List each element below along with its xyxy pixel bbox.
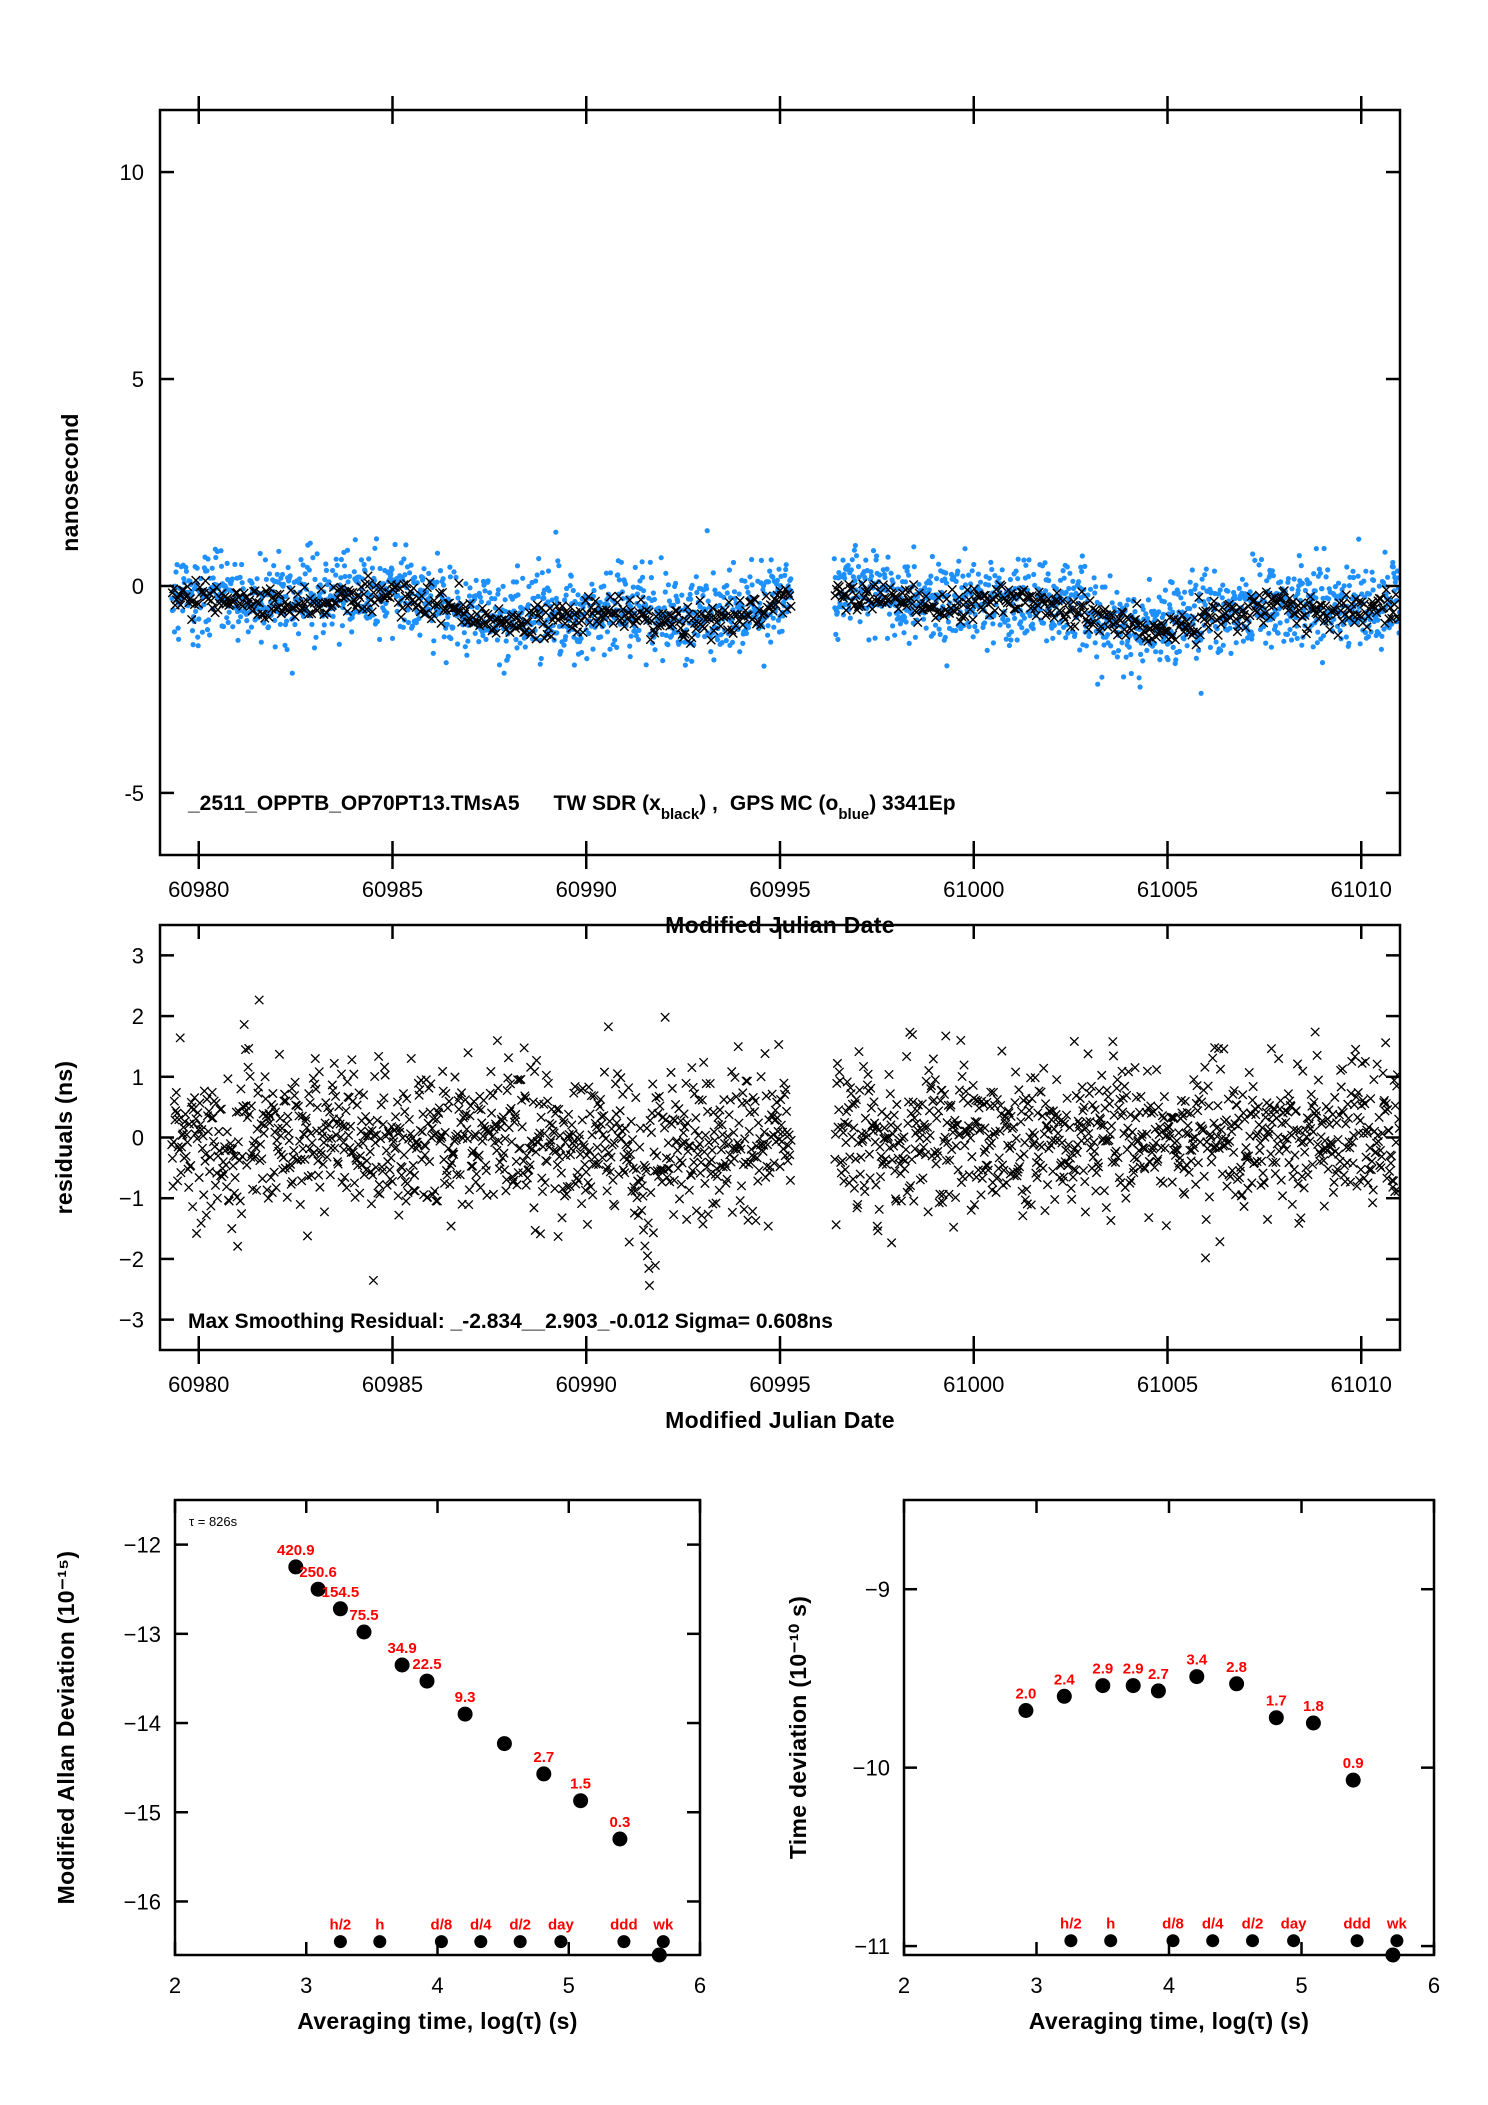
tau-marker	[435, 1935, 448, 1948]
x-tick-label: 2	[168, 1973, 182, 1998]
tau-marker	[1064, 1934, 1077, 1947]
tau-marker-label: d/4	[1201, 1915, 1224, 1933]
point-value-label: 2.4	[1053, 1671, 1075, 1689]
x-tick-label: 60990	[555, 1372, 617, 1397]
y-tick-label: 2	[131, 1004, 144, 1030]
x-tick-label: 61005	[1136, 877, 1199, 902]
x-tick-label: 60995	[749, 1372, 811, 1397]
x-tick-label: 60980	[168, 1372, 230, 1397]
point-value-label: 2.0	[1015, 1685, 1037, 1703]
data-point	[652, 1948, 667, 1963]
x-tick-label: 2	[897, 1973, 911, 1998]
tau-marker	[1246, 1934, 1259, 1947]
modified-allan-deviation-plot	[0, 1480, 744, 2105]
tau-marker-label: d/8	[1162, 1915, 1184, 1933]
tau-marker	[617, 1935, 630, 1948]
point-value-label: 2.9	[1092, 1660, 1114, 1678]
data-point	[333, 1601, 348, 1616]
tau-marker-label: h/2	[329, 1916, 352, 1934]
x-tick-label: 61010	[1330, 877, 1392, 902]
tau-marker-label: wk	[653, 1916, 674, 1934]
point-value-label: 34.9	[387, 1640, 417, 1657]
data-point	[1269, 1710, 1284, 1725]
panel-timeseries	[0, 0, 1488, 938]
tau-marker	[334, 1935, 347, 1948]
plot-frame	[175, 1500, 700, 1955]
residual-annotation: Max Smoothing Residual: _-2.834__2.903_-0.012 Sigma= 0.608ns	[188, 1310, 833, 1333]
tau-marker-label: d/8	[430, 1916, 453, 1934]
tau-marker	[657, 1935, 670, 1948]
data-points-layer	[288, 1559, 667, 1962]
data-point	[357, 1625, 372, 1640]
y-tick-label: −1	[118, 1186, 144, 1212]
data-point	[1095, 1678, 1110, 1693]
point-value-label: 154.5	[321, 1583, 360, 1601]
data-points-layer	[168, 528, 1403, 696]
y-tick-label: −2	[118, 1246, 144, 1272]
data-point	[1306, 1716, 1321, 1731]
panel-residuals	[0, 900, 1488, 1490]
point-value-label: 1.8	[1302, 1698, 1324, 1715]
plot-frame	[904, 1500, 1434, 1955]
data-point	[1385, 1948, 1400, 1963]
tau-marker	[1206, 1934, 1219, 1947]
tau-marker	[1167, 1934, 1180, 1947]
point-value-label: 0.3	[609, 1814, 631, 1831]
residuals-plot	[0, 900, 1488, 1490]
x-tick-label: 5	[562, 1973, 575, 1998]
x-axis-label: Modified Julian Date	[665, 912, 895, 938]
y-tick-label: −3	[118, 1307, 144, 1333]
tau-marker-label: ddd	[610, 1916, 638, 1934]
panel-madev	[0, 1480, 744, 2105]
tau-marker	[554, 1935, 567, 1948]
x-tick-label: 5	[1295, 1973, 1308, 1998]
tau-marker-label: h	[375, 1916, 385, 1934]
x-tick-label: 61000	[943, 877, 1005, 902]
y-tick-label: 3	[131, 943, 144, 969]
point-value-label: 2.7	[1147, 1665, 1169, 1683]
tau-marker-label: d/4	[469, 1916, 492, 1934]
plot-frame	[160, 110, 1400, 855]
tau-note: τ = 826s	[189, 1514, 238, 1529]
tau-marker-label: h/2	[1060, 1915, 1082, 1933]
y-tick-label: 5	[131, 367, 144, 393]
tau-marker	[1390, 1934, 1403, 1947]
tau-marker	[373, 1935, 386, 1948]
tau-marker	[514, 1935, 527, 1948]
point-value-label: 3.4	[1186, 1651, 1208, 1669]
tau-marker	[1351, 1934, 1364, 1947]
tau-marker	[1287, 1934, 1300, 1947]
data-point	[458, 1707, 473, 1722]
tau-marker-label: day	[1280, 1915, 1307, 1933]
panel-tdev	[744, 1480, 1488, 2105]
data-point	[497, 1736, 512, 1751]
y-tick-label: −11	[854, 1934, 890, 1960]
y-axis-label: Modified Allan Deviation (10⁻¹⁵)	[53, 1550, 79, 1905]
point-value-label: 1.7	[1265, 1692, 1287, 1710]
x-axis-label: Modified Julian Date	[665, 1407, 895, 1433]
data-point	[1057, 1689, 1072, 1704]
tau-marker-label: h	[1106, 1915, 1116, 1933]
point-value-label: 22.5	[412, 1656, 442, 1674]
data-point	[1151, 1683, 1166, 1698]
x-tick-label: 6	[1427, 1973, 1441, 1998]
x-tick-label: 3	[1030, 1973, 1043, 1998]
data-points-layer	[168, 996, 1404, 1290]
point-value-label: 2.8	[1226, 1658, 1248, 1676]
time-deviation-plot	[744, 1480, 1488, 2105]
data-point	[1126, 1678, 1141, 1693]
point-value-label: 2.7	[533, 1748, 555, 1766]
data-point	[573, 1793, 588, 1808]
y-axis-label: Time deviation (10⁻¹⁰ s)	[785, 1595, 811, 1860]
data-point	[1229, 1676, 1244, 1691]
data-point	[395, 1658, 410, 1673]
plot-annotation: _2511_OPPTB_OP70PT13.TMsA5 TW SDR $(x_{black})$ , GPS MC $(o_{blue})$ 3341Ep	[188, 792, 956, 823]
x-tick-label: 4	[1162, 1973, 1176, 1998]
point-value-label: 420.9	[277, 1541, 315, 1559]
y-tick-label: −10	[852, 1755, 890, 1781]
data-point	[536, 1766, 551, 1781]
point-value-label: 0.9	[1342, 1755, 1364, 1773]
point-value-label: 250.6	[299, 1564, 337, 1582]
tau-marker-label: ddd	[1343, 1915, 1371, 1933]
y-tick-label: 0	[131, 1125, 144, 1151]
point-value-label: 75.5	[349, 1607, 379, 1624]
y-tick-label: −15	[123, 1800, 161, 1826]
y-tick-label: 10	[119, 160, 144, 186]
x-tick-label: 60995	[749, 877, 811, 902]
x-tick-label: 60985	[361, 877, 424, 902]
tau-marker-label: wk	[1386, 1915, 1407, 1933]
x-axis-label: Averaging time, log(τ) (s)	[297, 2008, 578, 2034]
x-tick-label: 61010	[1330, 1372, 1392, 1397]
point-value-label: 1.5	[570, 1775, 592, 1793]
y-tick-label: −9	[864, 1577, 890, 1603]
point-value-label: 9.3	[454, 1689, 476, 1707]
y-tick-label: −14	[123, 1711, 161, 1737]
y-tick-label: 0	[131, 573, 144, 599]
x-tick-label: 60985	[361, 1372, 424, 1397]
point-value-label: 2.9	[1122, 1660, 1144, 1678]
y-tick-label: −12	[123, 1532, 161, 1558]
y-tick-label: -5	[124, 780, 144, 806]
y-tick-label: −13	[123, 1621, 161, 1647]
x-tick-label: 60980	[168, 877, 230, 902]
x-tick-label: 4	[431, 1973, 444, 1998]
x-tick-label: 61000	[943, 1372, 1005, 1397]
tau-marker-label: d/2	[509, 1916, 532, 1934]
data-point	[1189, 1669, 1204, 1684]
x-tick-label: 60990	[555, 877, 617, 902]
x-tick-label: 3	[300, 1973, 313, 1998]
x-axis-label: Averaging time, log(τ) (s)	[1028, 2008, 1310, 2034]
tau-marker-label: d/2	[1241, 1915, 1264, 1933]
tau-marker	[1104, 1934, 1117, 1947]
data-point	[420, 1674, 435, 1689]
y-tick-label: −16	[123, 1889, 161, 1915]
data-point	[1018, 1703, 1033, 1718]
y-axis-label: residuals (ns)	[51, 1060, 77, 1215]
tau-marker	[474, 1935, 487, 1948]
data-point	[1346, 1773, 1361, 1788]
y-axis-label: nanosecond	[57, 413, 83, 552]
y-tick-label: 1	[131, 1064, 144, 1090]
timeseries-plot	[0, 0, 1488, 938]
tau-marker-label: day	[547, 1916, 574, 1934]
x-tick-label: 61005	[1136, 1372, 1199, 1397]
x-tick-label: 6	[693, 1973, 707, 1998]
data-point	[612, 1832, 627, 1847]
